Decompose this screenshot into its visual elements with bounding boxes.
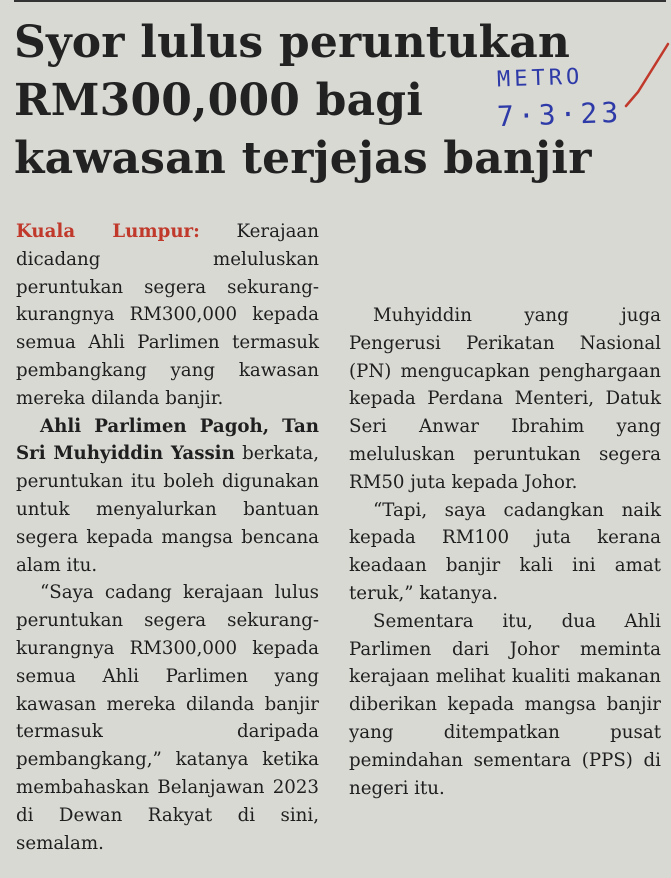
handwritten-source: METRO — [496, 64, 584, 93]
handwritten-date: 7·3·23 — [496, 95, 623, 134]
paragraph-3: “Saya cadang kerajaan lulus peruntukan segera sekurang-kurangnya RM300,000 kepada semua Ahli Parlimen yang kawasan mereka dilanda banjir termasuk daripada pembangkang,” katanya ketika membahaskan Belanjawan 2023 di Dewan Rakyat di sini, semalam. — [16, 582, 319, 854]
headline-line-3: kawasan terjejas banjir — [14, 133, 592, 184]
headline-line-2: RM300,000 bagi — [14, 75, 424, 126]
paragraph-5: “Tapi, saya cadangkan naik kepada RM100 juta kerana keadaan banjir kali ini amat teruk,” katanya. — [349, 499, 661, 604]
paragraph-1-text: Kerajaan dicadang meluluskan peruntukan segera sekurang-kurangnya RM300,000 kepada semua Ahli Parlimen termasuk pembangkang yang kawasan mereka dilanda banjir. — [16, 221, 319, 409]
paragraph-6: Sementara itu, dua Ahli Parlimen dari Johor meminta kerajaan melihat kualiti makanan diberikan kepada mangsa banjir yang ditempatkan pusat pemindahan sementara (PPS) di negeri itu. — [349, 610, 661, 799]
article-column-right — [349, 218, 661, 802]
headline-line-1: Syor lulus peruntukan — [14, 17, 571, 68]
paragraph-2 — [16, 413, 319, 580]
top-rule — [14, 0, 666, 2]
paragraph-lead — [16, 218, 319, 413]
paragraph-2-text: berkata, peruntukan itu boleh digunakan untuk menyalurkan bantuan segera kepada mangsa bencana alam itu. — [16, 443, 319, 576]
handwritten-check-mark — [624, 40, 670, 110]
paragraph-2-bold: Ahli Parlimen Pagoh, Tan Sri Muhyiddin Yassin — [16, 415, 319, 465]
dateline: Kuala Lumpur: — [16, 221, 200, 242]
article-column-left — [16, 218, 319, 857]
paragraph-4: Muhyiddin yang juga Pengerusi Perikatan Nasional (PN) mengucapkan penghargaan kepada Perdana Menteri, Datuk Seri Anwar Ibrahim yang meluluskan peruntukan segera RM50 juta kepada Johor. — [349, 305, 661, 493]
